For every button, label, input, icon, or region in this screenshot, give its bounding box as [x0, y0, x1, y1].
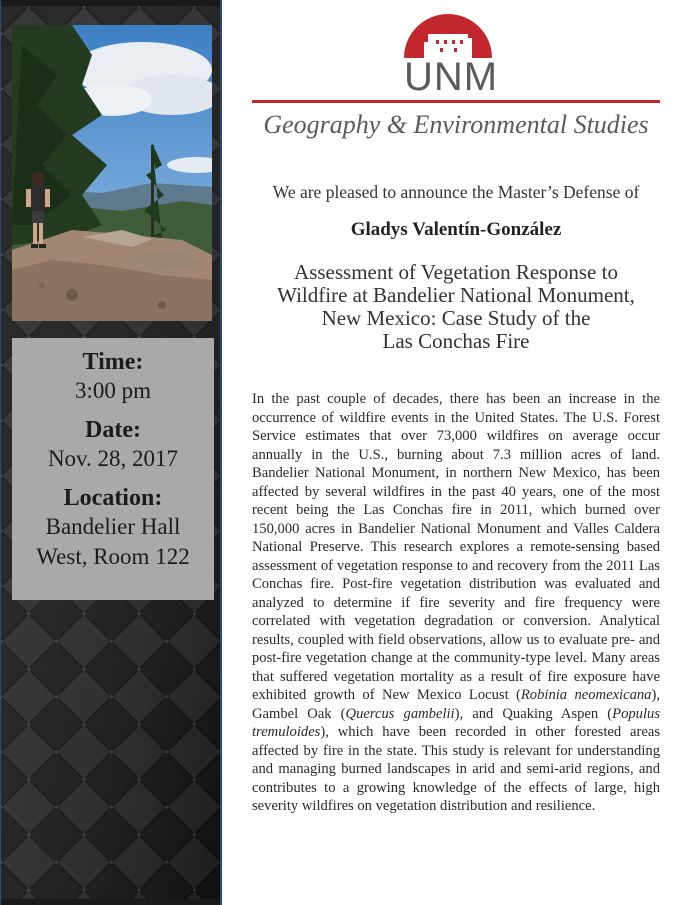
- date-label: Date:: [85, 417, 141, 443]
- abstract-paragraph: [252, 390, 660, 816]
- student-name: Gladys Valentín-González: [350, 219, 562, 240]
- time-value: 3:00 pm: [74, 378, 152, 403]
- event-info-box: [12, 338, 214, 600]
- unm-logo-icon: [398, 14, 498, 58]
- species-name: Quercus gambelii: [345, 705, 455, 722]
- hiker-landscape-photo: [12, 25, 212, 321]
- location-value-line1: Bandelier Hall: [45, 514, 181, 539]
- department-name: Geography & Environmental Studies: [263, 110, 649, 139]
- thesis-title-line: New Mexico: Case Study of the: [321, 306, 591, 330]
- sidebar-panel: [0, 0, 222, 905]
- abstract-text: In the past couple of decades, there has been an increase in the occurrence of wildfire events in the United States. The U.S. Forest Service estimates that over 73,000 wildfires on average occur annually in the U.S., burning about 7.3 million acres of land. Bandelier National Monument, in northern New Mexico, has been affected by several wildfires in the past 40 years, one of the most recent being the Las Conchas fire in 2011, which burned over 150,000 acres in Bandelier National Monument and Valles Caldera National Preserve. This research explores a remote-sensing based assessment of vegetation response to and recovery from the 2011 Las Conchas fire. Post-fire vegetation distribution was evaluated and analyzed to determine if fire severity and fire frequency were correlated with vegetation degradation or conversion. Analytical results, coupled with field observations, allow us to evaluate pre- and post-fire vegetation change at the community-type level. Many areas that suffered vegetation mortality as a result of fire exposure have exhibited growth of New Mexico Locust (: [252, 391, 660, 703]
- thesis-title-line: Wildfire at Bandelier National Monument,: [277, 283, 635, 307]
- species-name: Robinia neomexicana: [520, 687, 652, 703]
- abstract-text: ), and Quaking Aspen (: [454, 705, 613, 722]
- abstract-text: ), which have been recorded in other forested areas affected by fire in the state. This study is relevant for understanding and managing burned landscapes in arid and semi-arid regions, and contributes to a growing knowledge of the effects of large, high severity wildfires on vegetation distribution and resilience.: [252, 724, 660, 814]
- date-value: Nov. 28, 2017: [47, 446, 179, 471]
- location-label: Location:: [63, 485, 163, 511]
- unm-wordmark: UNM: [403, 55, 499, 99]
- thesis-title: [240, 261, 672, 353]
- header-divider: [252, 100, 660, 103]
- thesis-title-line: Las Conchas Fire: [382, 329, 530, 353]
- species-name: Populus tremuloides: [252, 705, 661, 740]
- time-label: Time:: [82, 349, 144, 375]
- announcement-text: We are pleased to announce the Master’s Defense of: [272, 182, 640, 202]
- location-value-line2: West, Room 122: [36, 544, 190, 569]
- abstract-text: ), Gambel Oak (: [252, 687, 660, 722]
- thesis-title-line: Assessment of Vegetation Response to: [294, 260, 618, 284]
